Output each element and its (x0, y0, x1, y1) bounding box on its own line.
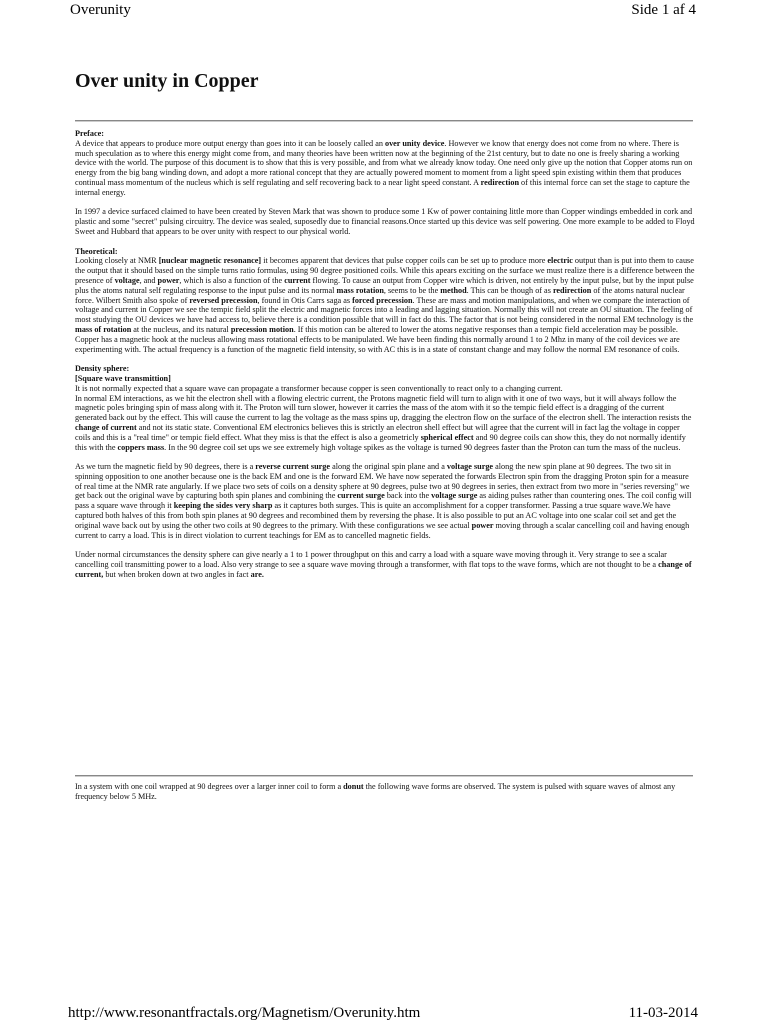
density-paragraph-1: In normal EM interactions, as we hit the electron shell with a flowing electric current, the Protons magnetic field will turn to align with it one of two ways, but it will always follow the magnetic poles bringing spin of mass along with it. The Proton will turn slower, however it carries the mass of the atom with it so the tempic field effect is a dragging of the current generated back out by the effect. This will cause the current to lag the voltage as the mass spins up, dragging the electron flow on the surface of the electron shell. The interaction resists the change of current and not its static state. Conventional EM electronics believes this is strictly an electron shell effect but will agree that the current will in fact lag the voltage in copper coils and this is a "real time" or tempic field effect. What they miss is that the effect is also a geometricly spherical effect and 90 degree coils can show this, they do not normally identify this with the coppers mass. In the 90 degree coil set ups we see extremely high voltage spikes as the voltage is turned 90 degrees faster than the Proton can turn the mass of the nucleus. (75, 393, 692, 452)
theoretical-paragraph-1: Looking closely at NMR [nuclear magnetic resonance] it becomes apparent that devices that pulse copper coils can be set up to produce more electric output than is put into them to cause the output that it should based on the simple turns ratio formulas, using 90 degree positioned coils. While this apears exciting on the surface we must realize there is a difference between the presence of voltage, and power, which is also a function of the current flowing. To cause an output from Copper wire which is driven, not entirely by the input pulse, but by the input pulse plus the atoms natural self regulating response to the input pulse and its normal mass rotation, seems to be the method. This can be though of as redirection of the atoms natural nuclear force. Wilbert Smith also spoke of reversed precession, found in Otis Carrs saga as forced precession. These are mass and motion manipulations, and when we compare the interaction of voltage and current in Copper we see the tempic field split the electric and magnetic forces into a leading and lagging situation. Normally this will not create an OU situation. The feeling of most studying the OU devices we have had access to, believe there is a condition possible that will in fact do this. The factor that is not being considered in the normal EM technology is the mass of rotation at the nucleus, and its natural precession motion. If this motion can be altered to lower the atoms negative responses than a tempic field acceleration may be possible. Copper has a magnetic hook at the nucleus allowing mass rotational effects to be manipulated. We have been finding this normally around 1 to 2 Mhz in many of the coil devices we are experimenting with. The actual frequency is a function of the magnetic field intensity, so with AC this is in a state of constant change and may follow the normal EM resonance of coils. (75, 256, 695, 354)
emphasis-term: spherical effect (420, 432, 474, 442)
emphasis-term: redirection (480, 177, 519, 187)
emphasis-term: keeping the sides very sharp (173, 501, 273, 511)
density-paragraph-0: It is not normally expected that a square wave can propagate a transformer because copper is seen conventionally to react only to a changing current. (75, 383, 563, 393)
top-divider (75, 120, 693, 122)
emphasis-term: current surge (337, 491, 385, 501)
emphasis-term: redirection (552, 285, 592, 295)
density-subheading: [Square wave transmittion] (75, 373, 171, 383)
emphasis-term: power (471, 520, 494, 530)
preface-paragraph-1: A device that appears to produce more output energy than goes into it can be loosely called an over unity device. However we know that energy does not come from no where. There is much speculation as to where this energy might come from, and many theories have been written now at the beginning of the 21st century, but to date no one is freely sharing a working device with the world. The purpose of this document is to show that this is very possible, and from what we already know today. One need only give up the notion that Copper atoms run on energy from the big bang winding down, and adopt a more rational concept that they are actually powered moment to moment from a light speed spin existing within them that produces continual mass momentum of the nucleus which is self regulating and self recovering back to a near light speed constant. A redirection of this internal force can set the stage to capture the internal energy. (75, 138, 693, 197)
emphasis-term: precession motion (230, 324, 294, 334)
emphasis-term: power (157, 275, 180, 285)
emphasis-term: mass rotation (336, 285, 384, 295)
density-paragraph-3: Under normal circumstances the density sphere can give nearly a 1 to 1 power throughput on this and carry a load with a square wave moving through it. Very strange to see a scalar cancelling coil transmitting power to a load. Also very strange to see a square wave moving through a transformer, with flat tops to the wave forms, which are not thought to be a change of current, but when broken down at two angles in fact are. (75, 550, 692, 579)
emphasis-term: mass of rotation (75, 324, 132, 334)
density-paragraph-2: As we turn the magnetic field by 90 degrees, there is a reverse current surge along the original spin plane and a voltage surge along the new spin plane at 90 degrees. The two sit in spinning opposition to one another because one is the back EM and one is the forward EM. We have now seperated the forwards Electron spin from the dragging Proton spin for a measure of real time at the NMR rate angularly. If we place two sets of coils on a density sphere at 90 degrees, pulse two at 90 degrees in series, then extract from two more in "series reversing" we get back out the original wave by capturing both spin planes and combining the current surge back into the voltage surge as aiding pulses rather than countering ones. The coil config will pass a square wave through it keeping the sides very sharp as it captures both surges. This is quite an accomplishment for a copper transformer. Passing a true square wave.We have captured both halves of this from both spin planes at 90 degrees and recombined them by reversing the phase. It is also possible to put an AC voltage into one scalar coil set and get the original wave back out by using the other two coils at 90 degrees to the primary. With these configurations we see actual power moving through a scalar cancelling coil and having enough current to carry a load. This is in direct violation to current teachings for EM as to cancelled magnetic fields. (75, 462, 692, 540)
emphasis-term: voltage (114, 275, 140, 285)
bottom-divider (75, 775, 693, 777)
emphasis-term: change of current, (75, 560, 692, 579)
header-site-title: Overunity (70, 2, 131, 18)
emphasis-term: method (440, 285, 467, 295)
emphasis-term: over unity device (384, 138, 445, 148)
footer-date: 11-03-2014 (628, 1005, 698, 1021)
closing-paragraph: In a system with one coil wrapped at 90 degrees over a larger inner coil to form a donut the following wave forms are observed. The system is pulsed with square waves of almost any frequency below 5 MHz. (75, 782, 676, 801)
emphasis-term: change of current (75, 422, 137, 432)
closing-section (75, 782, 697, 802)
emphasis-term: current (284, 275, 311, 285)
emphasis-term: donut (343, 782, 364, 791)
emphasis-term: reverse current surge (255, 462, 331, 472)
header-page-number: Side 1 af 4 (631, 2, 696, 18)
emphasis-term: voltage surge (446, 462, 494, 472)
emphasis-term: forced precession (352, 295, 413, 305)
emphasis-term: coppers mass (117, 442, 165, 452)
preface-heading: Preface: (75, 129, 104, 138)
emphasis-term: electric (547, 256, 573, 266)
emphasis-term: reversed precession (189, 295, 258, 305)
emphasis-term: are. (250, 569, 264, 579)
footer-url: http://www.resonantfractals.org/Magnetism/Overunity.htm (68, 1005, 421, 1021)
theoretical-heading: Theoretical: (75, 246, 118, 256)
article-body (75, 129, 697, 580)
emphasis-term: voltage surge (431, 491, 478, 501)
emphasis-term: [nuclear magnetic resonance] (158, 256, 262, 266)
density-heading: Density sphere: (75, 364, 130, 374)
preface-paragraph-2: In 1997 a device surfaced claimed to have been created by Steven Mark that was shown to produce some 1 Kw of power containing little more than Copper windings embedded in cork and plastic and some "secret" pulsing circuitry. The device was sealed, suposedly due to financial reasons.Once started up this device was self powering. One more example to be added to Floyd Sweet and Hubbard that appears to be over unity with respect to our physical world. (75, 207, 695, 236)
page-title: Over unity in Copper (75, 70, 259, 92)
